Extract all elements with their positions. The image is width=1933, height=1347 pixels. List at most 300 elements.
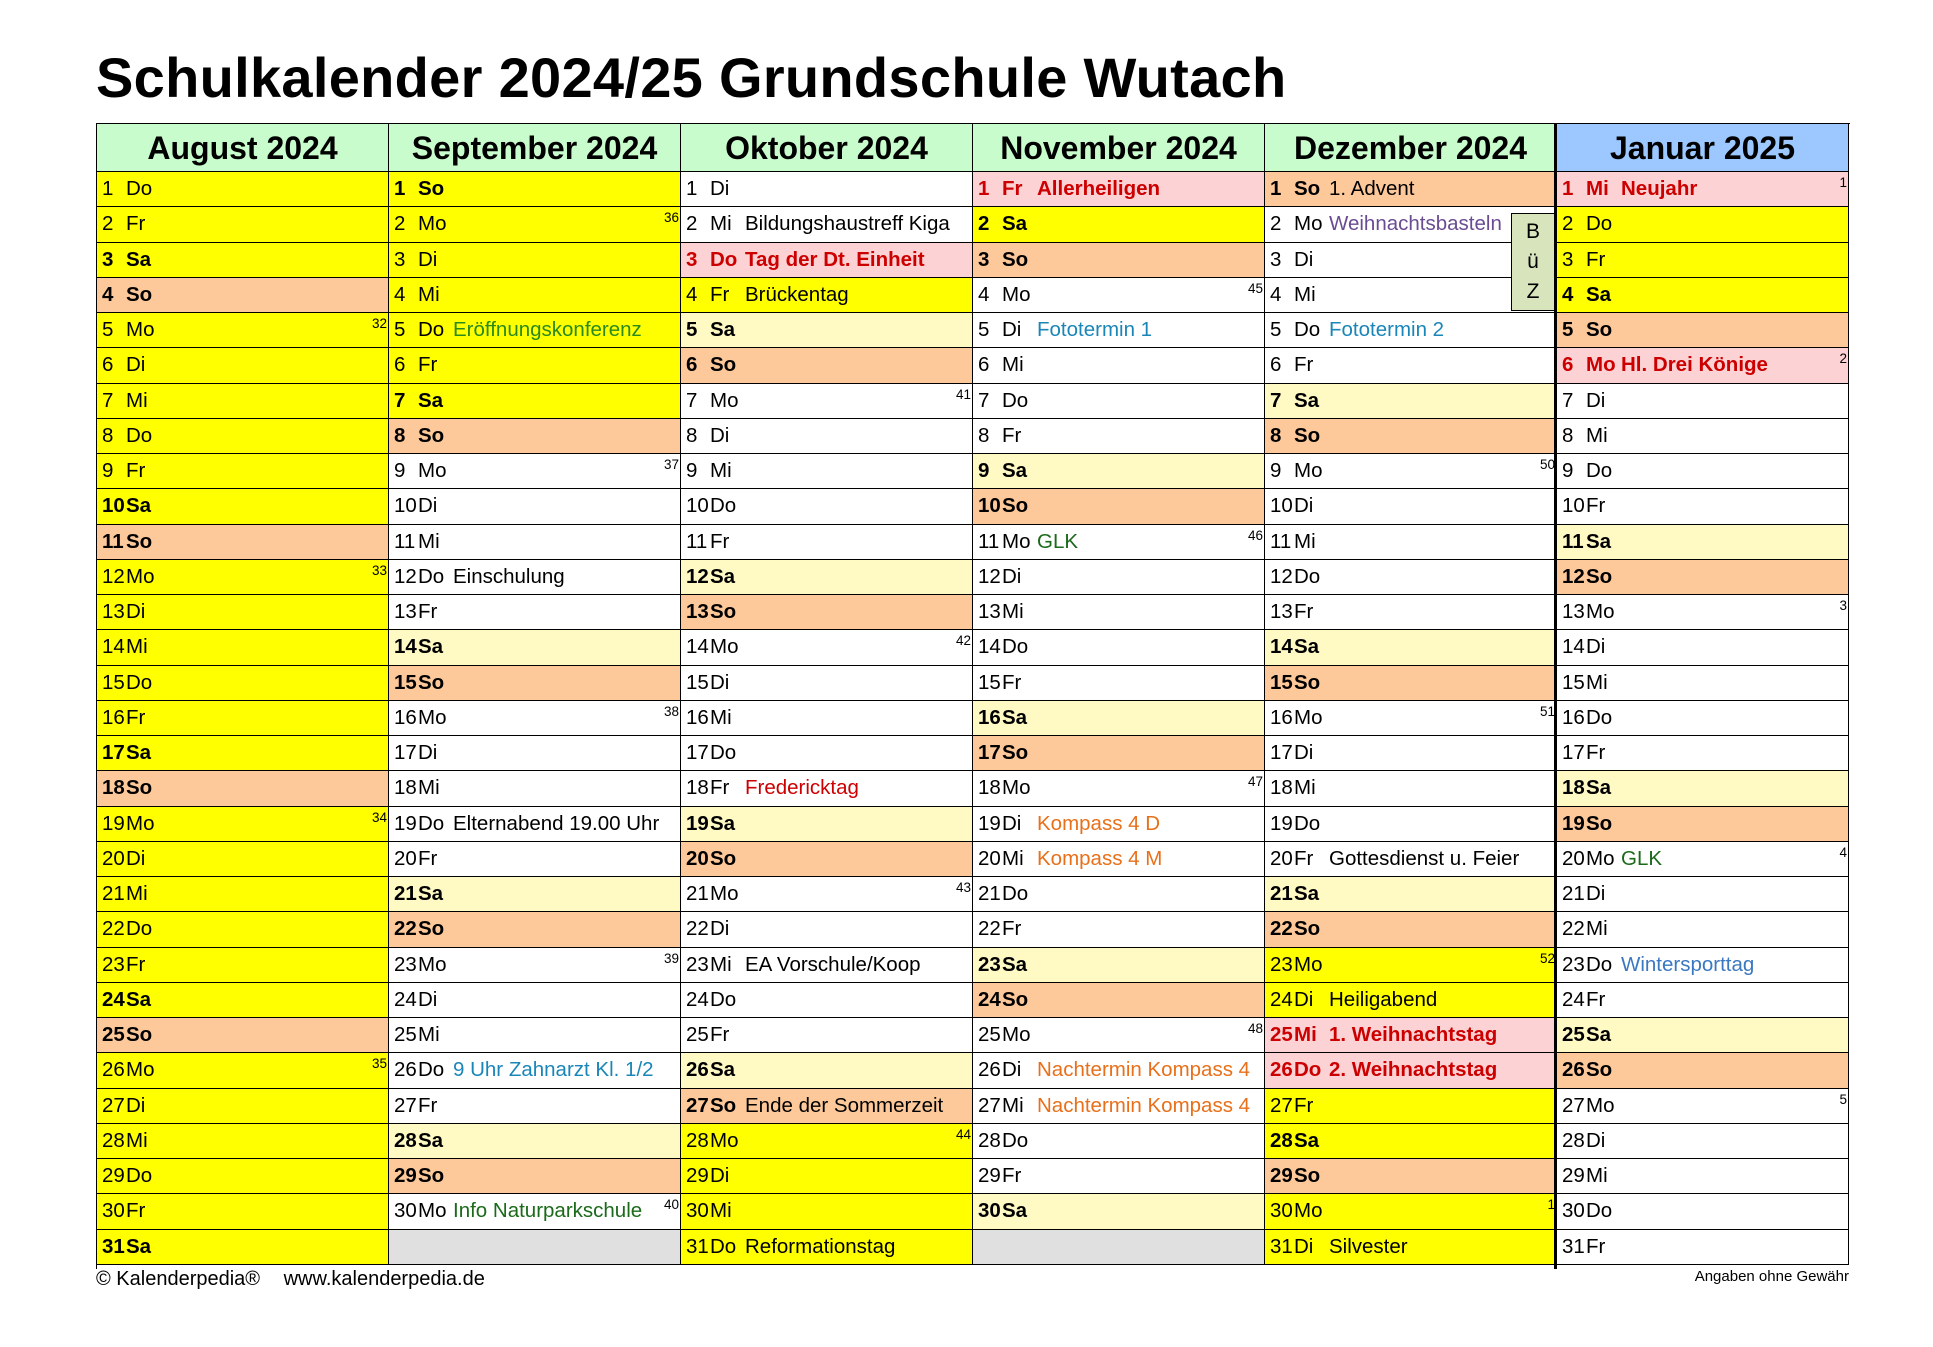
day-number: 28: [686, 1128, 709, 1152]
day-row: [681, 384, 973, 419]
day-row: [1265, 1124, 1557, 1159]
website-link[interactable]: www.kalenderpedia.de: [283, 1268, 485, 1290]
weekday-label: Do: [1294, 318, 1321, 341]
day-row: [1557, 595, 1849, 630]
week-number: 38: [663, 703, 679, 719]
week-number: 32: [371, 316, 387, 331]
event-label: Allerheiligen: [1037, 177, 1161, 200]
weekday-label: Mo: [1586, 846, 1615, 870]
day-row: [97, 313, 389, 348]
day-number: 24: [102, 987, 125, 1011]
day-number: 3: [978, 247, 990, 271]
week-number: 5: [1839, 1091, 1847, 1107]
day-number: 17: [1270, 741, 1293, 764]
weekday-label: Mi: [418, 282, 440, 306]
day-number: 10: [394, 494, 417, 518]
weekday-label: So: [126, 529, 153, 553]
day-row: [389, 912, 681, 947]
weekday-label: Mi: [710, 952, 732, 976]
day-number: 20: [686, 846, 709, 870]
day-row: [389, 207, 681, 242]
day-row: [973, 560, 1265, 595]
weekday-label: Mi: [1586, 423, 1608, 447]
day-row: [1557, 877, 1849, 912]
day-row: [681, 454, 973, 489]
day-row: [681, 313, 973, 348]
day-row: [97, 1018, 389, 1053]
weekday-label: Mo: [1586, 353, 1616, 377]
weekday-label: Mo: [1294, 212, 1323, 236]
weekday-label: So: [710, 1093, 737, 1117]
copyright-text: © Kalenderpedia®: [96, 1268, 261, 1290]
weekday-label: Fr: [1294, 846, 1314, 870]
weekday-label: So: [1586, 564, 1613, 588]
weekday-label: Mi: [710, 705, 732, 729]
day-row: [973, 666, 1265, 701]
weekday-label: Sa: [1294, 882, 1320, 905]
weekday-label: Mo: [418, 952, 447, 976]
day-number: 2: [102, 212, 114, 236]
day-number: 6: [1562, 353, 1574, 377]
weekday-label: Fr: [710, 529, 730, 553]
event-label: Gottesdienst u. Feier: [1329, 846, 1520, 870]
day-number: 15: [978, 670, 1001, 694]
day-number: 24: [1562, 987, 1585, 1011]
event-label: Silvester: [1329, 1234, 1408, 1258]
day-row: [1557, 454, 1849, 489]
day-number: 9: [102, 459, 114, 482]
day-row: [681, 172, 973, 207]
event-label: 1. Advent: [1329, 177, 1415, 200]
day-row: [389, 807, 681, 842]
weekday-label: Di: [418, 741, 438, 764]
day-row: [973, 771, 1265, 806]
day-row: [973, 172, 1265, 207]
day-number: 9: [686, 459, 698, 482]
day-row: [97, 736, 389, 771]
day-number: 19: [1270, 811, 1293, 835]
event-label: 2. Weihnachtstag: [1329, 1058, 1498, 1082]
weekday-label: Sa: [1586, 282, 1612, 306]
day-number: 19: [1562, 811, 1585, 835]
event-label: Wintersporttag: [1621, 952, 1755, 976]
weekday-label: Mi: [1002, 1093, 1024, 1117]
event-label: Neujahr: [1621, 177, 1698, 200]
weekday-label: Mo: [1002, 1023, 1031, 1046]
day-row: [97, 560, 389, 595]
weekday-label: Do: [1294, 811, 1321, 835]
day-number: 14: [978, 635, 1001, 659]
weekday-label: Do: [710, 741, 737, 764]
day-number: 3: [1270, 247, 1282, 271]
weekday-label: Di: [418, 494, 438, 518]
day-row: [389, 983, 681, 1018]
weekday-label: Mi: [126, 388, 148, 412]
day-row: [681, 207, 973, 242]
day-row: [389, 842, 681, 877]
weekday-label: So: [1294, 423, 1321, 447]
day-row: [681, 348, 973, 383]
day-number: 13: [102, 600, 125, 623]
weekday-label: So: [418, 1164, 445, 1187]
weekday-label: Sa: [710, 564, 736, 588]
weekday-label: Di: [126, 353, 146, 377]
day-number: 21: [102, 882, 125, 905]
day-row: [97, 1089, 389, 1124]
weekday-label: Mi: [418, 529, 440, 553]
weekday-label: Fr: [1294, 600, 1314, 623]
event-label: Fredericktag: [745, 776, 859, 800]
week-number: 41: [955, 386, 971, 402]
event-label: Eröffnungskonferenz: [453, 318, 642, 341]
day-row: [389, 348, 681, 383]
weekday-label: Do: [710, 987, 737, 1011]
weekday-label: Di: [1586, 1128, 1606, 1152]
day-number: 29: [394, 1164, 417, 1187]
weekday-label: Fr: [1002, 177, 1023, 200]
weekday-label: Do: [710, 494, 737, 518]
day-row: [97, 454, 389, 489]
day-number: 30: [1562, 1199, 1585, 1223]
day-row: [1557, 172, 1849, 207]
day-number: 10: [1562, 494, 1585, 518]
day-number: 22: [394, 917, 417, 941]
buz-letter-b: B: [1525, 220, 1540, 243]
day-row: [1265, 1194, 1557, 1229]
day-number: 21: [394, 882, 417, 905]
week-number: 33: [371, 562, 387, 578]
weekday-label: Di: [710, 423, 730, 447]
day-row: [1265, 313, 1557, 348]
weekday-label: Di: [710, 177, 730, 200]
weekday-label: Mo: [126, 318, 155, 341]
day-number: 20: [1562, 846, 1585, 870]
day-row: [97, 172, 389, 207]
day-row: [97, 419, 389, 454]
day-number: 19: [394, 811, 417, 835]
day-row: [1557, 948, 1849, 983]
day-number: 30: [102, 1199, 125, 1223]
day-row: [681, 771, 973, 806]
day-row: [389, 595, 681, 630]
day-row: [389, 1230, 681, 1265]
weekday-label: Mi: [1586, 670, 1608, 694]
day-row: [389, 1018, 681, 1053]
day-row: [1557, 1124, 1849, 1159]
day-row: [1265, 948, 1557, 983]
weekday-label: Sa: [1002, 952, 1028, 976]
day-row: [1557, 912, 1849, 947]
day-row: [681, 912, 973, 947]
day-row: [389, 313, 681, 348]
day-row: [681, 278, 973, 313]
week-number: 1: [1839, 175, 1847, 190]
day-number: 5: [1562, 318, 1574, 341]
month-header: August 2024: [97, 124, 389, 172]
day-row: [1265, 912, 1557, 947]
day-row: [389, 384, 681, 419]
day-row: [1557, 1230, 1849, 1265]
week-number: 43: [955, 880, 971, 895]
day-number: 13: [686, 600, 709, 623]
week-number: 51: [1539, 703, 1555, 719]
weekday-label: Mo: [1002, 529, 1031, 553]
weekday-label: Mo: [1586, 1093, 1615, 1117]
day-number: 29: [1270, 1164, 1293, 1187]
day-number: 16: [978, 705, 1001, 729]
day-number: 7: [1270, 388, 1282, 412]
day-row: [389, 525, 681, 560]
day-row: [1557, 701, 1849, 736]
day-number: 14: [1270, 635, 1293, 659]
weekday-label: Di: [1294, 247, 1314, 271]
day-number: 6: [1270, 353, 1282, 377]
day-row: [973, 1230, 1265, 1265]
weekday-label: Mo: [418, 1199, 447, 1223]
day-row: [1557, 313, 1849, 348]
week-number: 50: [1539, 457, 1555, 472]
weekday-label: Di: [126, 1093, 146, 1117]
day-row: [97, 243, 389, 278]
weekday-label: Do: [1586, 459, 1613, 482]
weekday-label: So: [1586, 811, 1613, 835]
weekday-label: Mi: [418, 1023, 440, 1046]
day-row: [1557, 666, 1849, 701]
buz-letter-z: Z: [1526, 280, 1540, 303]
day-row: [97, 1194, 389, 1229]
day-row: [973, 948, 1265, 983]
day-number: 11: [1270, 529, 1292, 553]
day-row: [681, 1018, 973, 1053]
weekday-label: Mi: [1586, 917, 1608, 941]
day-row: [97, 1124, 389, 1159]
week-number: 36: [663, 210, 679, 226]
day-row: [389, 1159, 681, 1194]
month-header: Januar 2025: [1557, 124, 1849, 172]
day-row: [973, 630, 1265, 665]
day-number: 21: [978, 882, 1001, 905]
day-number: 2: [1562, 212, 1574, 236]
day-row: [1557, 842, 1849, 877]
weekday-label: Mi: [418, 776, 440, 800]
day-number: 7: [102, 388, 114, 412]
day-row: [1265, 701, 1557, 736]
weekday-label: Do: [1002, 635, 1029, 659]
event-label: Elternabend 19.00 Uhr: [453, 811, 660, 835]
day-row: [1265, 807, 1557, 842]
weekday-label: Do: [710, 1234, 737, 1258]
day-row: [389, 736, 681, 771]
weekday-label: Di: [1294, 1234, 1314, 1258]
day-number: 18: [978, 776, 1001, 800]
event-label: GLK: [1621, 846, 1663, 870]
weekday-label: Di: [126, 846, 146, 870]
day-number: 12: [978, 564, 1001, 588]
weekday-label: Mi: [126, 635, 148, 659]
day-row: [389, 243, 681, 278]
day-number: 8: [394, 423, 406, 447]
weekday-label: So: [1586, 318, 1613, 341]
weekday-label: Mo: [1002, 282, 1031, 306]
day-row: [1265, 666, 1557, 701]
weekday-label: Do: [418, 318, 445, 341]
day-number: 29: [102, 1164, 125, 1187]
weekday-label: Mi: [1002, 353, 1024, 377]
weekday-label: Fr: [418, 846, 438, 870]
weekday-label: Fr: [418, 1093, 438, 1117]
weekday-label: Fr: [710, 1023, 730, 1046]
day-row: [973, 701, 1265, 736]
day-row: [973, 842, 1265, 877]
day-row: [1265, 1159, 1557, 1194]
week-number: 1: [1547, 1197, 1555, 1213]
weekday-label: Do: [1586, 212, 1613, 236]
weekday-label: Di: [418, 987, 438, 1011]
weekday-label: So: [126, 1023, 153, 1046]
weekday-label: Fr: [1586, 247, 1606, 271]
day-number: 9: [1562, 459, 1574, 482]
weekday-label: Sa: [418, 388, 444, 412]
day-row: [1265, 1053, 1557, 1088]
month-column: [681, 124, 973, 1269]
day-number: 13: [978, 600, 1001, 623]
day-number: 11: [394, 529, 416, 553]
weekday-label: So: [418, 177, 445, 200]
event-label: 9 Uhr Zahnarzt Kl. 1/2: [453, 1058, 654, 1082]
day-number: 4: [102, 282, 114, 306]
day-number: 8: [978, 423, 990, 447]
weekday-label: Sa: [1002, 705, 1028, 729]
weekday-label: Fr: [1586, 741, 1606, 764]
day-number: 30: [978, 1199, 1001, 1223]
day-number: 23: [1270, 952, 1293, 976]
weekday-label: So: [1294, 1164, 1321, 1187]
week-number: 52: [1539, 950, 1555, 966]
weekday-label: Di: [710, 1164, 730, 1187]
day-row: [389, 666, 681, 701]
day-row: [973, 912, 1265, 947]
day-number: 18: [686, 776, 709, 800]
day-number: 19: [686, 811, 709, 835]
day-number: 17: [394, 741, 417, 764]
weekday-label: Di: [418, 247, 438, 271]
day-row: [97, 1230, 389, 1265]
event-label: Reformationstag: [745, 1234, 896, 1258]
day-row: [389, 172, 681, 207]
weekday-label: Mi: [710, 459, 732, 482]
weekday-label: Mi: [1294, 1023, 1317, 1046]
day-number: 15: [1270, 670, 1293, 694]
weekday-label: Sa: [1294, 388, 1320, 412]
weekday-label: Di: [1002, 318, 1022, 341]
day-row: [1557, 771, 1849, 806]
day-row: [389, 701, 681, 736]
day-number: 6: [978, 353, 990, 377]
weekday-label: Mo: [126, 1058, 155, 1082]
weekday-label: Mo: [418, 705, 447, 729]
day-number: 20: [394, 846, 417, 870]
day-number: 16: [102, 705, 125, 729]
day-number: 3: [1562, 247, 1574, 271]
weekday-label: Di: [1586, 882, 1606, 905]
weekday-label: Mi: [710, 1199, 732, 1223]
weekday-label: So: [126, 282, 153, 306]
day-row: [97, 666, 389, 701]
month-column: [97, 124, 389, 1269]
day-row: [97, 278, 389, 313]
weekday-label: Sa: [710, 318, 736, 341]
day-number: 1: [686, 177, 698, 200]
day-number: 8: [1270, 423, 1282, 447]
day-number: 19: [102, 811, 125, 835]
day-row: [1265, 983, 1557, 1018]
day-number: 26: [1270, 1058, 1293, 1082]
day-number: 8: [686, 423, 698, 447]
weekday-label: Fr: [1002, 917, 1022, 941]
day-row: [1557, 1194, 1849, 1229]
day-row: [1265, 1018, 1557, 1053]
day-row: [389, 630, 681, 665]
day-row: [97, 525, 389, 560]
day-row: [681, 1124, 973, 1159]
buz-box: [1511, 213, 1555, 311]
weekday-label: Mo: [710, 635, 739, 659]
day-number: 22: [1562, 917, 1585, 941]
day-row: [389, 278, 681, 313]
day-row: [1557, 1018, 1849, 1053]
day-number: 27: [1270, 1093, 1293, 1117]
day-row: [1557, 560, 1849, 595]
day-number: 27: [102, 1093, 125, 1117]
day-number: 13: [1562, 600, 1585, 623]
day-number: 7: [686, 388, 698, 412]
weekday-label: Mo: [710, 882, 739, 905]
month-column: [389, 124, 681, 1269]
event-label: 1. Weihnachtstag: [1329, 1023, 1498, 1046]
day-number: 28: [1562, 1128, 1585, 1152]
day-number: 15: [686, 670, 709, 694]
weekday-label: Mi: [1294, 529, 1316, 553]
weekday-label: So: [1294, 670, 1321, 694]
day-number: 11: [1562, 529, 1584, 553]
day-row: [973, 1089, 1265, 1124]
weekday-label: So: [126, 776, 153, 800]
day-number: 29: [686, 1164, 709, 1187]
day-number: 7: [394, 388, 406, 412]
week-number: 34: [371, 809, 387, 825]
day-row: [389, 1089, 681, 1124]
day-row: [1265, 560, 1557, 595]
week-number: 35: [371, 1056, 387, 1072]
day-row: [1265, 348, 1557, 383]
day-number: 26: [978, 1058, 1001, 1082]
day-row: [681, 983, 973, 1018]
day-row: [1265, 771, 1557, 806]
week-number: 48: [1247, 1021, 1263, 1036]
event-label: GLK: [1037, 529, 1079, 553]
day-number: 4: [1562, 282, 1574, 306]
day-number: 20: [978, 846, 1001, 870]
week-number: 42: [955, 633, 971, 649]
day-number: 28: [978, 1128, 1001, 1152]
week-number: 46: [1247, 527, 1263, 543]
day-number: 3: [102, 247, 114, 271]
day-row: [97, 912, 389, 947]
day-row: [1265, 489, 1557, 524]
day-row: [681, 630, 973, 665]
weekday-label: Mo: [126, 811, 155, 835]
day-number: 23: [978, 952, 1001, 976]
